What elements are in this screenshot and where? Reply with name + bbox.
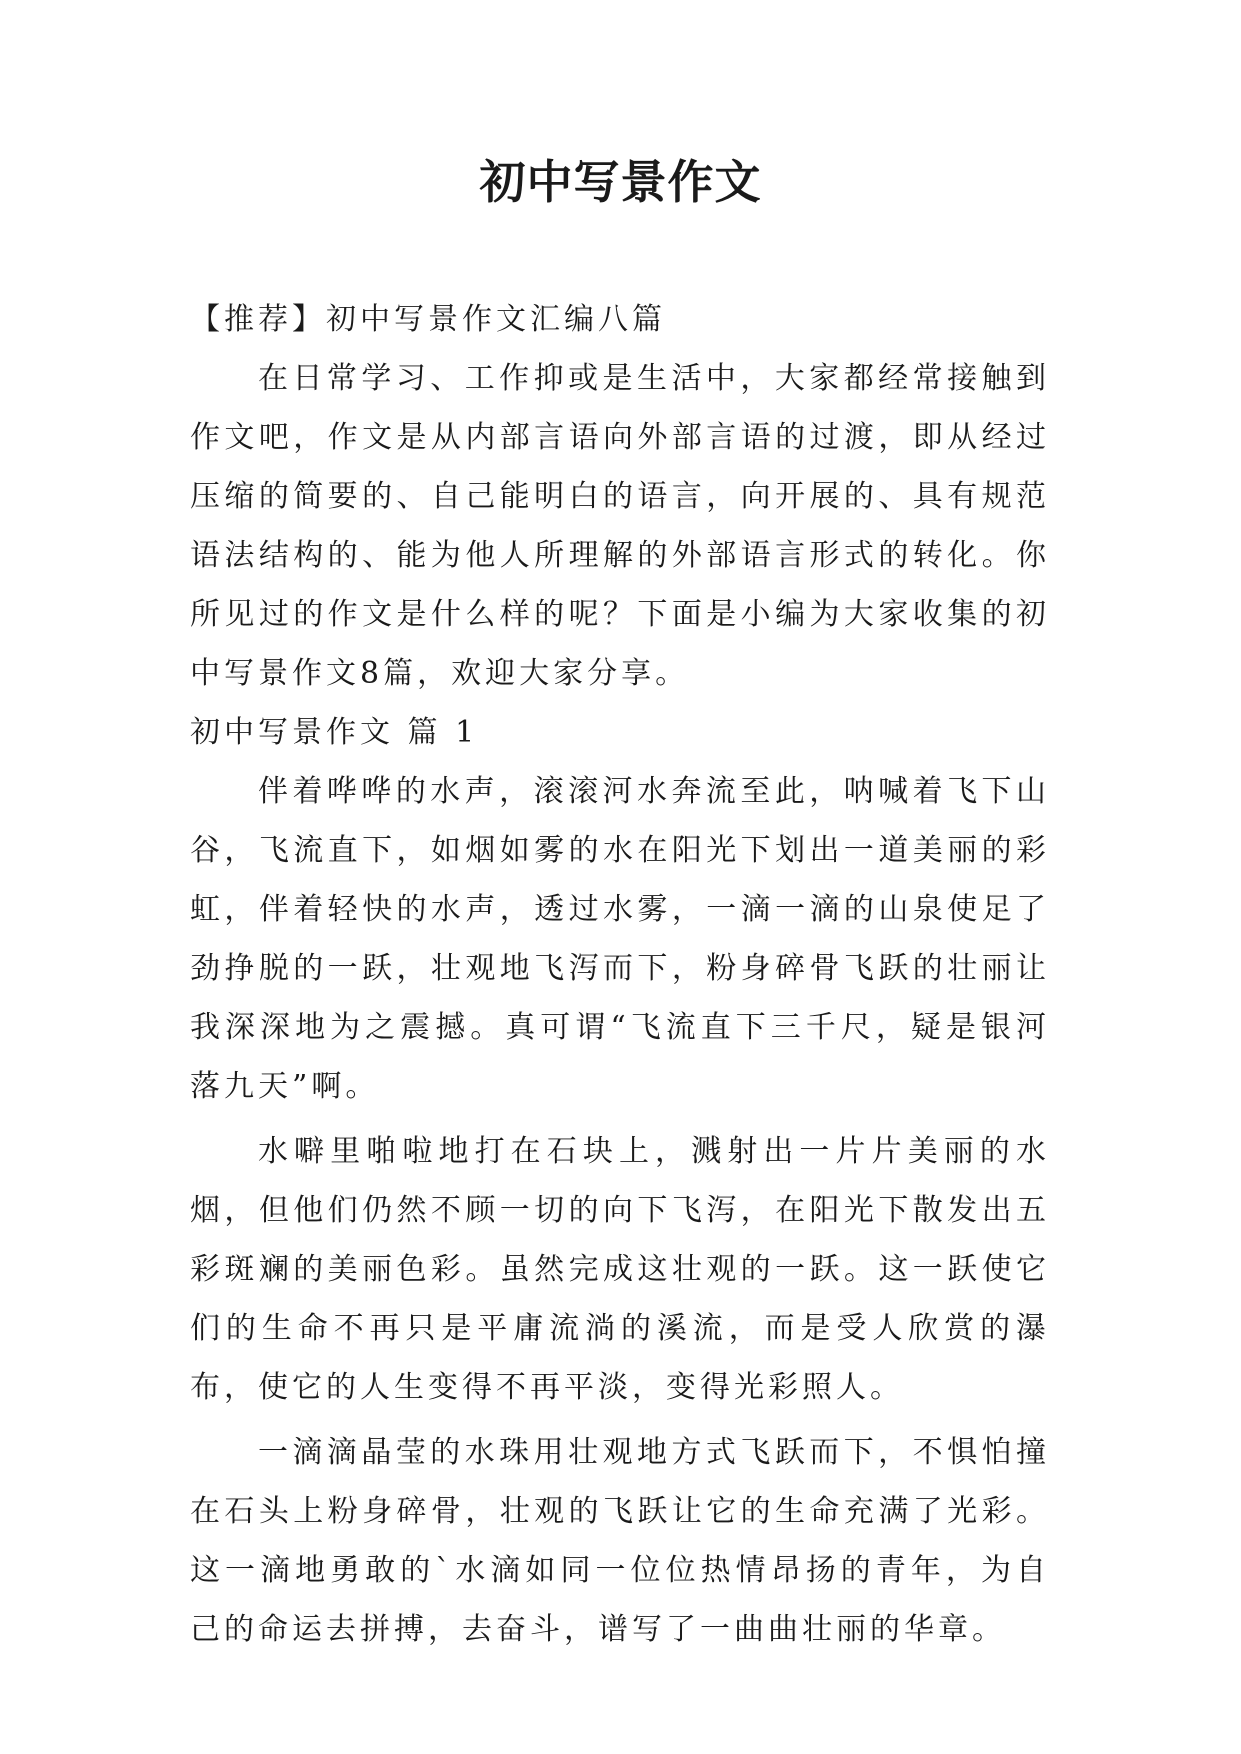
intro-paragraph: 在日常学习、工作抑或是生活中，大家都经常接触到作文吧，作文是从内部言语向外部言语的过渡，即从经过压缩的简要的、自己能明白的语言，向开展的、具有规范语法结构的、能为他人所理解的外部语言形式的转化。你所见过的作文是什么样的呢？下面是小编为大家收集的初中写景作文8篇，欢迎大家分享。 <box>190 361 1050 691</box>
document-title: 初中写景作文 <box>479 155 762 209</box>
body-paragraph: 伴着哗哗的水声，滚滚河水奔流至此，呐喊着飞下山谷，飞流直下，如烟如雾的水在阳光下划出一道美丽的彩虹，伴着轻快的水声，透过水雾，一滴一滴的山泉使足了劲挣脱的一跃，壮观地飞泻而下，粉身碎骨飞跃的壮丽让我深深地为之震撼。真可谓“飞流直下三千尺，疑是银河落九天”啊。 <box>190 774 1050 1104</box>
document-body <box>190 290 1050 1659</box>
document-subtitle: 【推荐】初中写景作文汇编八篇 <box>190 302 666 337</box>
body-paragraph: 一滴滴晶莹的水珠用壮观地方式飞跃而下，不惧怕撞在石头上粉身碎骨，壮观的飞跃让它的生命充满了光彩。这一滴地勇敢的`水滴如同一位位热情昂扬的青年，为自己的命运去拼搏，去奋斗，谱写了一曲曲壮丽的华章。 <box>190 1435 1050 1647</box>
section-heading: 初中写景作文 篇 1 <box>190 715 479 750</box>
body-paragraph: 水噼里啪啦地打在石块上，溅射出一片片美丽的水烟，但他们仍然不顾一切的向下飞泻，在阳光下散发出五彩斑斓的美丽色彩。虽然完成这壮观的一跃。这一跃使它们的生命不再只是平庸流淌的溪流，而是受人欣赏的瀑布，使它的人生变得不再平淡，变得光彩照人。 <box>190 1134 1050 1405</box>
